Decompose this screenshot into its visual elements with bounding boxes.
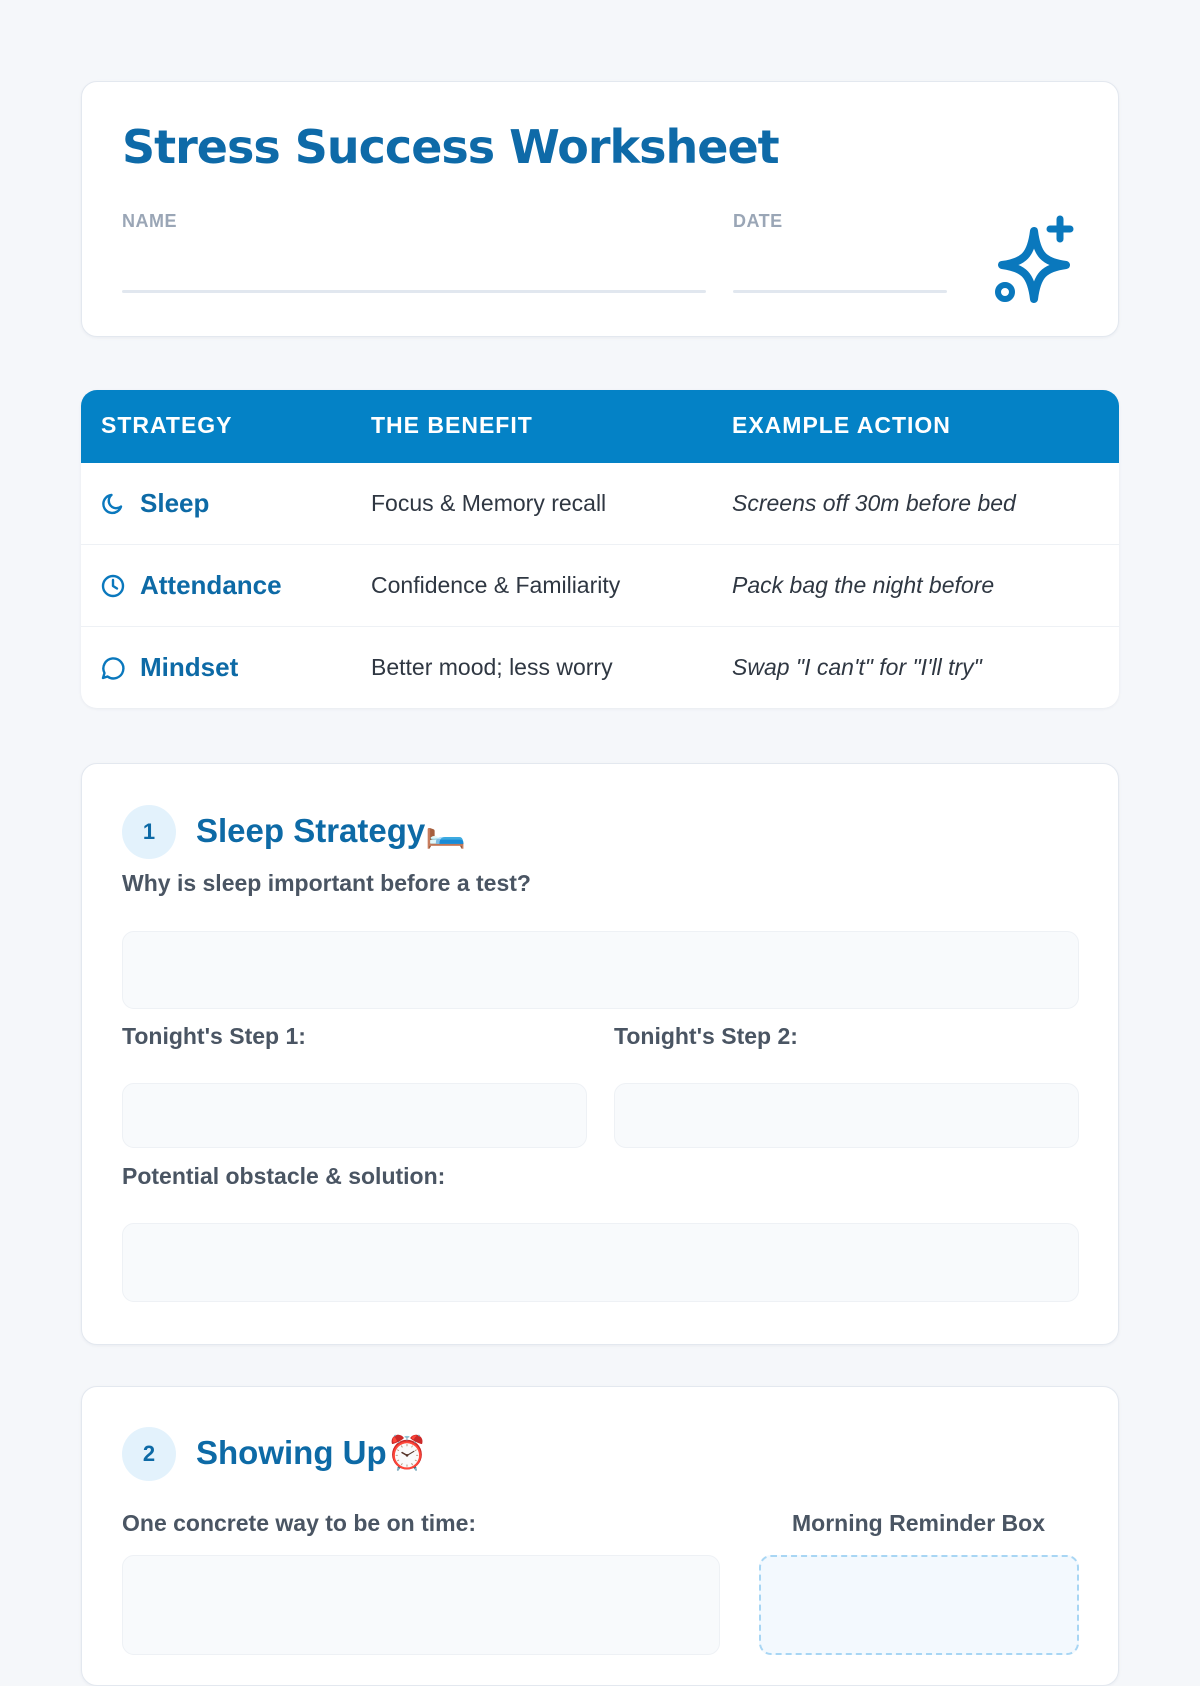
date-label: DATE xyxy=(733,211,783,231)
section-title xyxy=(196,811,466,851)
header-strategy: STRATEGY xyxy=(101,412,233,438)
sleep-strategy-section xyxy=(81,763,1119,1345)
strategy-action: Screens off 30m before bed xyxy=(732,490,1016,516)
strategy-name: Mindset xyxy=(140,652,239,682)
sleep-answer-input[interactable] xyxy=(122,931,1079,1009)
name-input-line[interactable] xyxy=(122,290,706,293)
obstacle-label: Potential obstacle & solution: xyxy=(122,1163,446,1189)
clock-icon xyxy=(100,573,126,599)
strategy-name: Sleep xyxy=(140,488,210,518)
strategy-benefit: Focus & Memory recall xyxy=(371,490,607,516)
strategy-action: Swap "I can't" for "I'll try" xyxy=(732,654,982,680)
showing-up-section xyxy=(81,1386,1119,1686)
name-label: NAME xyxy=(122,211,177,231)
table-row xyxy=(81,545,1119,627)
obstacle-input[interactable] xyxy=(122,1223,1079,1302)
strategy-benefit: Confidence & Familiarity xyxy=(371,572,621,598)
worksheet-header-card xyxy=(81,81,1119,337)
section-title-text: Sleep Strategy xyxy=(196,812,426,849)
table-row xyxy=(81,463,1119,545)
alarm-clock-icon: ⏰ xyxy=(386,1433,428,1472)
section-number-badge: 2 xyxy=(122,1427,176,1481)
strategy-table xyxy=(81,390,1119,708)
strategy-name: Attendance xyxy=(140,570,282,600)
on-time-input[interactable] xyxy=(122,1555,720,1655)
strategy-action: Pack bag the night before xyxy=(732,572,995,598)
table-header xyxy=(81,390,1119,463)
section-number-badge: 1 xyxy=(122,805,176,859)
reminder-box-label: Morning Reminder Box xyxy=(792,1510,1046,1536)
section-title-text: Showing Up xyxy=(196,1434,387,1471)
header-action: EXAMPLE ACTION xyxy=(732,412,951,438)
worksheet-title: Stress Success Worksheet xyxy=(122,120,779,174)
step1-input[interactable] xyxy=(122,1083,587,1148)
bed-icon: 🛏️ xyxy=(425,811,467,850)
chat-bubble-icon xyxy=(100,655,126,681)
table-row xyxy=(81,627,1119,708)
strategy-benefit: Better mood; less worry xyxy=(371,654,613,680)
step1-label: Tonight's Step 1: xyxy=(122,1023,306,1049)
step2-label: Tonight's Step 2: xyxy=(614,1023,798,1049)
sleep-question-label: Why is sleep important before a test? xyxy=(122,870,531,896)
section-title xyxy=(196,1433,428,1473)
date-input-line[interactable] xyxy=(733,290,947,293)
moon-icon xyxy=(100,491,126,517)
morning-reminder-box[interactable] xyxy=(759,1555,1079,1655)
step2-input[interactable] xyxy=(614,1083,1079,1148)
header-benefit: THE BENEFIT xyxy=(371,412,533,438)
on-time-question-label: One concrete way to be on time: xyxy=(122,1510,477,1536)
sparkle-icon xyxy=(994,215,1090,311)
